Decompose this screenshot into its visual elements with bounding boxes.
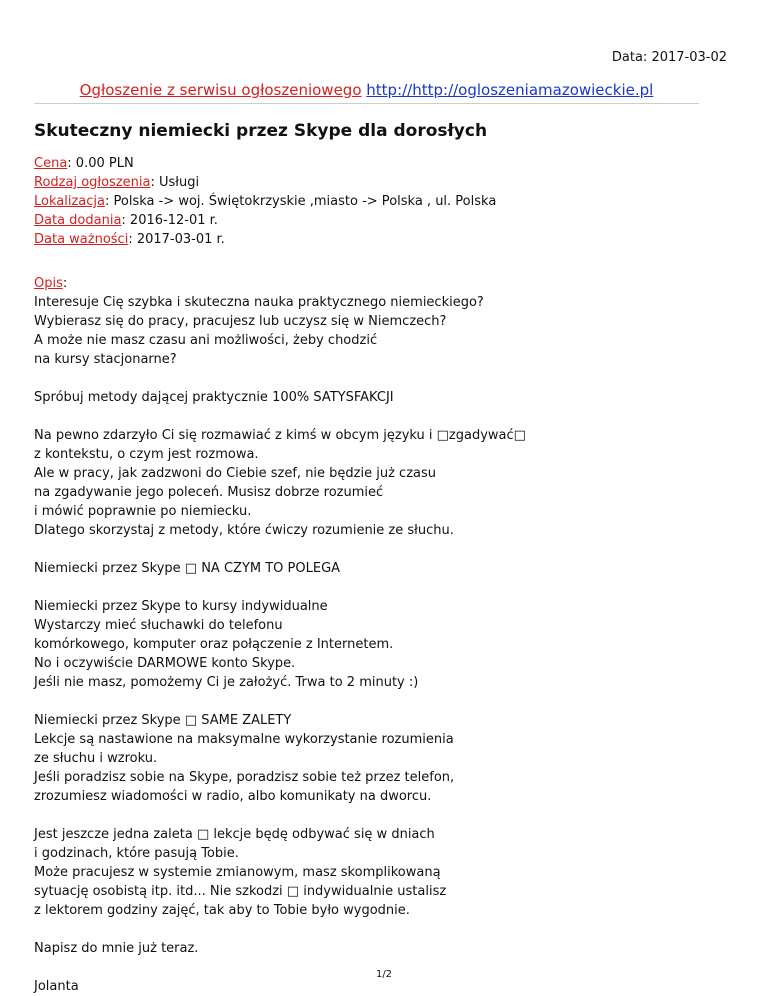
meta-row-added — [34, 211, 496, 230]
description-line: Może pracujesz w systemie zmianowym, masz skomplikowaną — [34, 865, 441, 880]
document-date: Data: 2017-03-02 — [611, 50, 727, 65]
description-line: Wybierasz się do pracy, pracujesz lub uczysz się w Niemczech? — [34, 314, 447, 329]
description-line: Interesuje Cię szybka i skuteczna nauka praktycznego niemieckiego? — [34, 295, 484, 310]
description-line: Jeśli nie masz, pomożemy Ci je założyć. Trwa to 2 minuty :) — [34, 675, 419, 690]
description-line: zrozumiesz wiadomości w radio, albo komunikaty na dworcu. — [34, 789, 432, 804]
ad-description — [34, 274, 734, 996]
meta-label: Data ważności — [34, 232, 129, 247]
ad-title: Skuteczny niemiecki przez Skype dla dorosłych — [34, 121, 488, 141]
description-line: Jest jeszcze jedna zaleta □ lekcje będę odbywać się w dniach — [34, 827, 435, 842]
description-line: A może nie masz czasu ani możliwości, żeby chodzić — [34, 333, 378, 348]
page-number: 1/2 — [375, 969, 393, 980]
meta-value: : Polska -> woj. Świętokrzyskie ,miasto -> Polska , ul. Polska — [104, 194, 497, 209]
meta-row-expiry — [34, 230, 496, 249]
description-line — [34, 407, 734, 426]
meta-row-price — [34, 154, 496, 173]
description-line: sytuację osobistą itp. itd... Nie szkodzi □ indywidualnie ustalisz — [34, 884, 447, 899]
description-line — [34, 578, 734, 597]
description-line: na zgadywanie jego poleceń. Musisz dobrze rozumieć — [34, 485, 384, 500]
description-line — [34, 806, 734, 825]
description-line: Napisz do mnie już teraz. — [34, 941, 199, 956]
description-line: i godzinach, które pasują Tobie. — [34, 846, 239, 861]
meta-value: : 0.00 PLN — [67, 156, 134, 171]
description-line — [34, 692, 734, 711]
description-line — [34, 369, 734, 388]
description-line: z lektorem godziny zajęć, tak aby to Tobie było wygodnie. — [34, 903, 410, 918]
description-heading — [34, 274, 734, 293]
source-label-link[interactable]: Ogłoszenie z serwisu ogłoszeniowego — [79, 81, 362, 99]
description-line: Lekcje są nastawione na maksymalne wykorzystanie rozumienia — [34, 732, 454, 747]
description-line: Niemiecki przez Skype to kursy indywidualne — [34, 599, 328, 614]
description-line: i mówić poprawnie po niemiecku. — [34, 504, 252, 519]
description-line: Na pewno zdarzyło Ci się rozmawiać z kimś w obcym języku i □zgadywać□ — [34, 428, 526, 443]
description-line: Niemiecki przez Skype □ NA CZYM TO POLEGA — [34, 561, 341, 576]
description-body — [34, 293, 734, 996]
description-line: Ale w pracy, jak zadzwoni do Ciebie szef, nie będzie już czasu — [34, 466, 437, 481]
description-line: ze słuchu i wzroku. — [34, 751, 158, 766]
description-line: Spróbuj metody dającej praktycznie 100% SATYSFAKCJI — [34, 390, 394, 405]
description-line: No i oczywiście DARMOWE konto Skype. — [34, 656, 296, 671]
description-line — [34, 540, 734, 559]
description-line: Niemiecki przez Skype □ SAME ZALETY — [34, 713, 292, 728]
meta-label: Rodzaj ogłoszenia — [34, 175, 151, 190]
description-label: Opis — [34, 276, 63, 291]
description-line: Jeśli poradzisz sobie na Skype, poradzisz sobie też przez telefon, — [34, 770, 455, 785]
meta-value: : 2016-12-01 r. — [121, 213, 218, 228]
meta-value: : Usługi — [150, 175, 200, 190]
description-line: na kursy stacjonarne? — [34, 352, 177, 367]
meta-row-type — [34, 173, 496, 192]
meta-label: Lokalizacja — [34, 194, 105, 209]
ad-meta — [34, 154, 496, 249]
source-url-link[interactable]: http://http://ogloszeniamazowieckie.pl — [366, 81, 654, 99]
source-header — [34, 81, 699, 104]
description-line: Jolanta — [34, 979, 79, 994]
description-line: z kontekstu, o czym jest rozmowa. — [34, 447, 259, 462]
meta-label: Data dodania — [34, 213, 122, 228]
description-line: komórkowego, komputer oraz połączenie z Internetem. — [34, 637, 394, 652]
description-suffix: : — [62, 276, 68, 291]
description-line: Wystarczy mieć słuchawki do telefonu — [34, 618, 283, 633]
description-line: Dlatego skorzystaj z metody, które ćwiczy rozumienie ze słuchu. — [34, 523, 454, 538]
meta-label: Cena — [34, 156, 68, 171]
meta-value: : 2017-03-01 r. — [128, 232, 225, 247]
description-line — [34, 920, 734, 939]
meta-row-location — [34, 192, 496, 211]
